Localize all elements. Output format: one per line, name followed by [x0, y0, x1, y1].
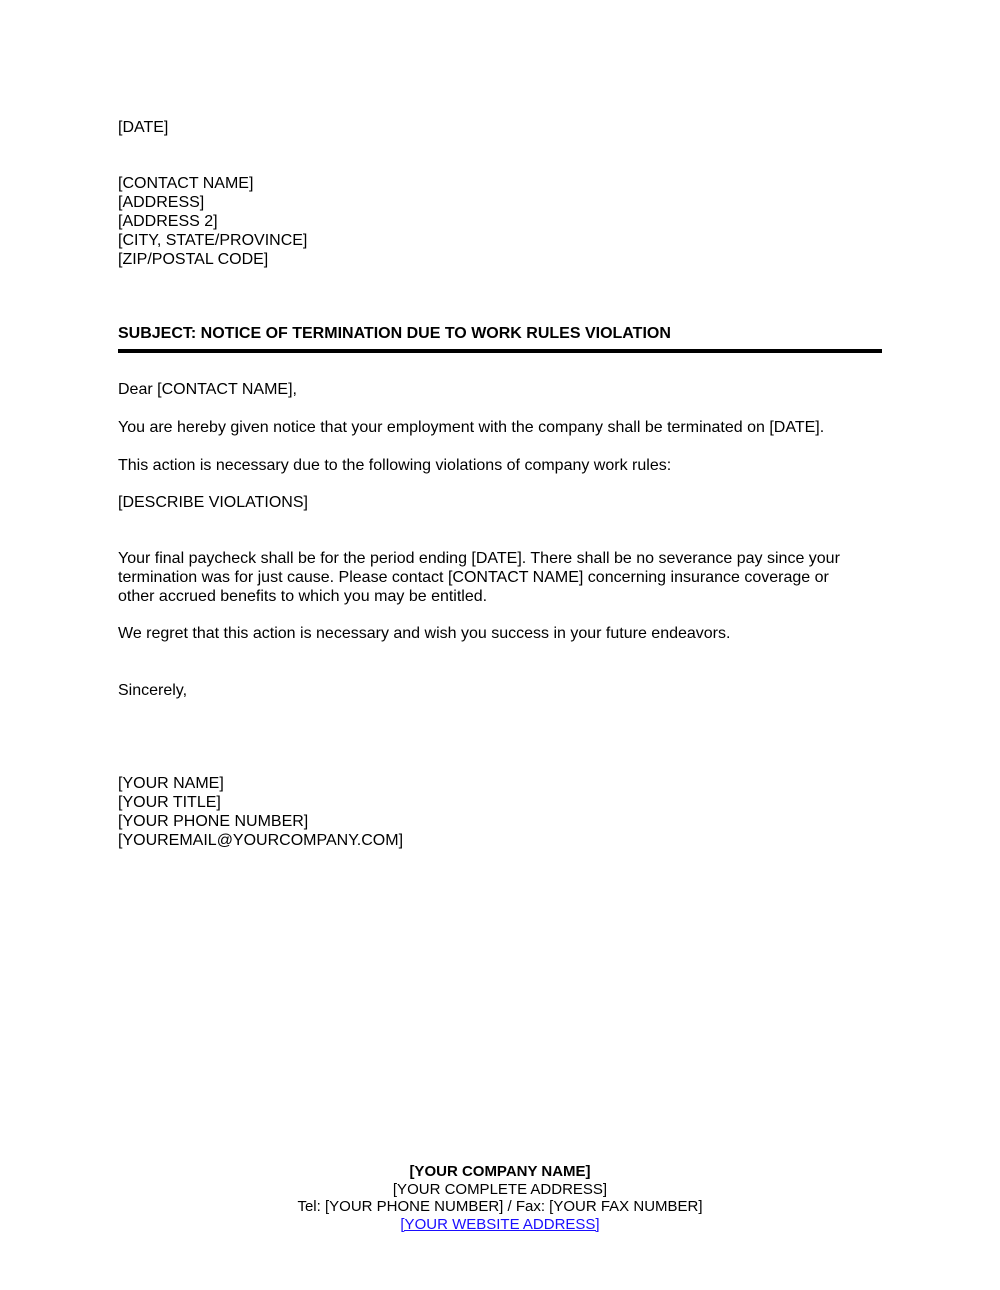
letter-salutation: Dear [CONTACT NAME], [118, 381, 297, 398]
footer-company-name: [YOUR COMPANY NAME] [409, 1163, 591, 1180]
signature-block [118, 774, 403, 850]
paragraph-violations-placeholder: [DESCRIBE VIOLATIONS] [118, 494, 308, 511]
recipient-address: [ADDRESS] [118, 194, 205, 211]
recipient-zip: [ZIP/POSTAL CODE] [118, 251, 269, 268]
recipient-block [118, 174, 307, 269]
letter-subject: SUBJECT: NOTICE OF TERMINATION DUE TO WORK RULES VIOLATION [118, 325, 671, 342]
subject-divider [118, 349, 882, 353]
paragraph-regret: We regret that this action is necessary and wish you success in your future endeavors. [118, 625, 731, 642]
recipient-address-2: [ADDRESS 2] [118, 213, 218, 230]
paragraph-termination-notice: You are hereby given notice that your employment with the company shall be terminated on [DATE]. [118, 419, 825, 436]
paragraph-violations-intro: This action is necessary due to the following violations of company work rules: [118, 457, 672, 474]
footer-website-link[interactable]: [YOUR WEBSITE ADDRESS] [400, 1215, 600, 1233]
recipient-contact-name: [CONTACT NAME] [118, 175, 254, 192]
paragraph-final-paycheck [118, 549, 840, 606]
paragraph-line: other accrued benefits to which you may be entitled. [118, 588, 488, 605]
letter-closing: Sincerely, [118, 682, 188, 699]
signature-name: [YOUR NAME] [118, 775, 224, 792]
footer-address: [YOUR COMPLETE ADDRESS] [392, 1180, 608, 1198]
footer-contact: Tel: [YOUR PHONE NUMBER] / Fax: [YOUR FAX NUMBER] [297, 1198, 703, 1215]
signature-phone: [YOUR PHONE NUMBER] [118, 813, 309, 830]
company-footer [0, 1163, 1000, 1233]
recipient-city-state: [CITY, STATE/PROVINCE] [118, 232, 308, 249]
signature-email: [YOUREMAIL@YOURCOMPANY.COM] [118, 832, 404, 849]
paragraph-line: Your final paycheck shall be for the period ending [DATE]. There shall be no severance pay since your [118, 550, 840, 567]
letter-date: [DATE] [118, 119, 169, 136]
paragraph-line: termination was for just cause. Please contact [CONTACT NAME] concerning insurance coverage or [118, 569, 829, 586]
signature-title: [YOUR TITLE] [118, 794, 221, 811]
